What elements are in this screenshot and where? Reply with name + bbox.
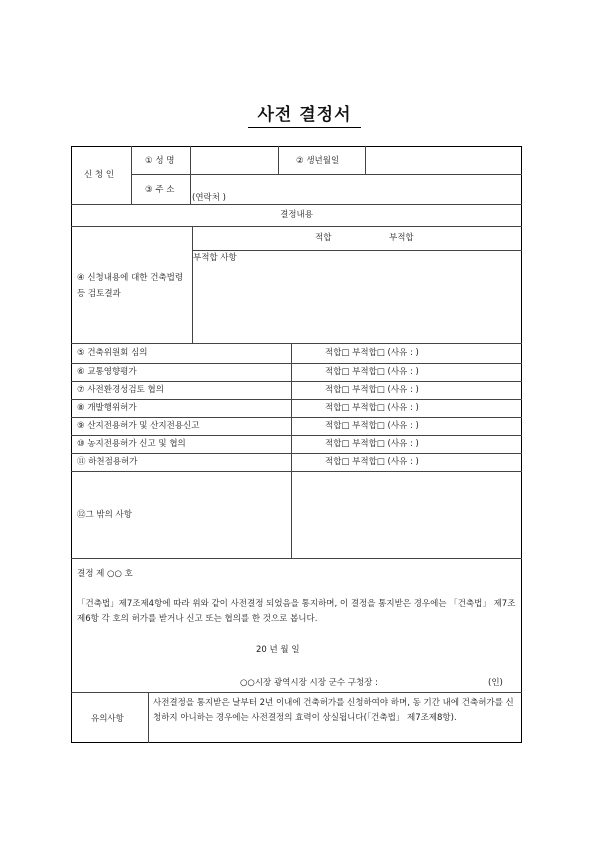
item-status: 적합□ 부적합□ (사유 : ) [325,367,419,377]
divider [192,226,193,343]
divider [190,146,191,204]
item-label: ⑧ 개발행위허가 [77,403,137,413]
item-status: 적합□ 부적합□ (사유 : ) [325,385,419,395]
name-label: ① 성 명 [145,156,175,166]
decision-number: 결정 제 ○○ 호 [77,569,133,579]
item-status: 적합□ 부적합□ (사유 : ) [325,439,419,449]
item-label: ⑥ 교통영향평가 [77,367,137,377]
suitable-label: 적합 [315,233,332,243]
unsuitable-label: 부적합 [389,233,414,243]
divider [131,146,132,204]
divider [71,453,522,454]
divider [71,558,522,559]
caution-label: 유의사항 [91,714,124,724]
page-title: 사전 결정서 [248,103,361,128]
divider [71,204,522,205]
birthdate-label: ② 생년월일 [296,156,340,166]
divider [71,417,522,418]
divider [365,146,366,174]
signer-line: ○○시장 광역시장 시장 군수 구청장 : [240,678,378,688]
item-status: 적합□ 부적합□ (사유 : ) [325,403,419,413]
address-label: ③ 주 소 [145,185,175,195]
date-line: 20 년 월 일 [256,645,300,655]
divider [291,343,292,558]
item-label: ⑤ 건축위원회 심의 [77,348,148,358]
item-status: 적합□ 부적합□ (사유 : ) [325,457,419,467]
divider [71,471,522,472]
divider [71,343,522,344]
notice-text: 「건축법」제7조제4항에 따라 위와 같이 사전결정 되었음을 통지하며, 이 결정을 통지받은 경우에는 「건축법」 제7조제6항 각 호의 허가를 받거나 신고 또는 협의를 한 것으로 봅니다. [77,599,516,624]
review-result-label: ④ 신청내용에 대한 건축법령 등 검토결과 [77,273,184,299]
seal-mark: (인) [488,678,503,688]
divider [192,250,522,251]
item-status: 적합□ 부적합□ (사유 : ) [325,421,419,431]
divider [71,399,522,400]
item-label: ⑨ 산지전용허가 및 산지전용신고 [77,421,200,431]
caution-text: 사전결정을 통지받은 날부터 2년 이내에 건축허가를 신청하여야 하며, 동 기간 내에 건축허가를 신청하지 아니하는 경우에는 사전결정의 효력이 상실됩니다(「건축법」 제7조제8항). [153,698,514,723]
item-status: 적합□ 부적합□ (사유 : ) [325,348,419,358]
divider [278,146,279,174]
decision-content-label: 결정내용 [280,210,313,220]
divider [71,692,522,693]
unsuitable-reason-label: 부적합 사항 [193,253,237,263]
item-label: ⑦ 사전환경성검토 협의 [77,385,164,395]
divider [71,381,522,382]
divider [71,226,522,227]
other-matters-label: ⑫그 밖의 사항 [77,510,132,520]
item-label: ⑪ 하천점용허가 [77,457,138,467]
applicant-label: 신 청 인 [84,170,115,180]
divider [71,363,522,364]
contact-field: (연락처 ) [192,193,226,203]
divider [148,692,149,743]
divider [71,435,522,436]
item-label: ⑩ 농지전용허가 신고 및 협의 [77,439,186,449]
